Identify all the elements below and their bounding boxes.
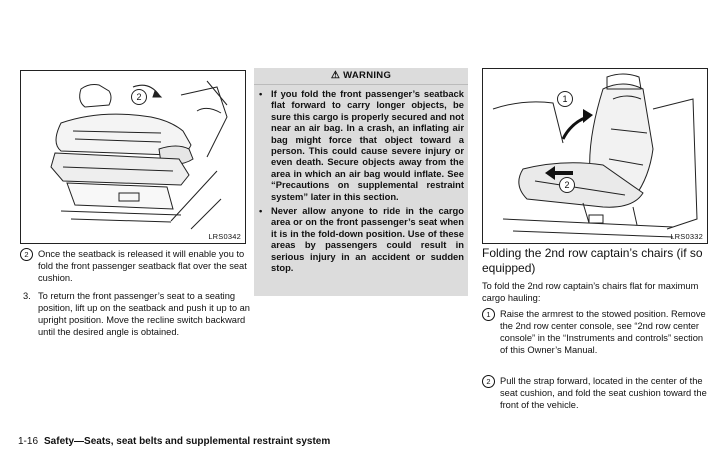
warning-title (254, 68, 468, 85)
step-3-return-seat (20, 290, 256, 338)
warning-list (254, 88, 468, 274)
captains-chair-figure (482, 68, 708, 244)
figure-callout-1: 1 (557, 91, 573, 107)
figure-callout-2: 2 (559, 177, 575, 193)
step-1-armrest (482, 308, 708, 356)
step-marker-2: 2 (482, 375, 495, 388)
step-marker-1: 1 (482, 308, 495, 321)
warning-item-text: If you fold the front passenger’s seatback flat forward to carry longer objects, be sure this cargo is properly secured and not near an air bag. In a crash, an inflating air bag might force that object toward a person. This could cause severe injury or even death. Secure objects away from the area in which an air bag would inflate. See “Precautions on supplemental restraint system” later in this section. (271, 88, 464, 202)
step-1-text: Raise the armrest to the stowed position. Remove the 2nd row center console, see “2nd row center console” in the “Instruments and controls” section of this Owner’s Manual. (500, 309, 706, 355)
page-number: 1-16 (18, 436, 39, 447)
figure-code: LRS0332 (670, 232, 703, 241)
warning-title-text: WARNING (343, 70, 392, 81)
warning-item (256, 88, 464, 202)
step-2-seatback (20, 248, 256, 284)
warning-item (256, 205, 464, 273)
step-marker-2: 2 (20, 248, 33, 261)
footer-title: Safety—Seats, seat belts and supplemental restraint system (44, 436, 331, 447)
step-number-3: 3. (23, 291, 31, 301)
warning-box (254, 68, 468, 296)
figure-code: LRS0342 (208, 232, 241, 241)
step-2-text: Pull the strap forward, located in the center of the seat cushion, and fold the seat cushion toward the front of the vehicle. (500, 376, 707, 410)
bullet-icon: • (259, 205, 263, 217)
warning-item-text: Never allow anyone to ride in the cargo area or on the front passenger’s seat when it is in the fold-down position. Use of these areas by passengers could result in serious injury in an accident or sudden stop. (271, 205, 464, 274)
seatback-fold-figure (20, 70, 246, 244)
step-2-text: Once the seatback is released it will enable you to fold the front passenger seatback flat over the seat cushion. (38, 249, 247, 283)
figure-callout-2: 2 (131, 89, 147, 105)
section-intro: To fold the 2nd row captain’s chairs flat for maximum cargo hauling: (482, 281, 699, 303)
step-2-strap (482, 375, 708, 411)
page-footer (18, 436, 330, 447)
captains-chair-illustration (483, 69, 707, 243)
bullet-icon: • (259, 88, 263, 99)
section-heading: Folding the 2nd row captain’s chairs (if so equipped) (482, 246, 703, 275)
step-3-text: To return the front passenger’s seat to a seating position, lift up on the seatback and push it up to an upright position. Move the recline switch backward until the desired angle is obtained. (38, 291, 250, 337)
warning-triangle-icon: ⚠ (330, 70, 341, 81)
